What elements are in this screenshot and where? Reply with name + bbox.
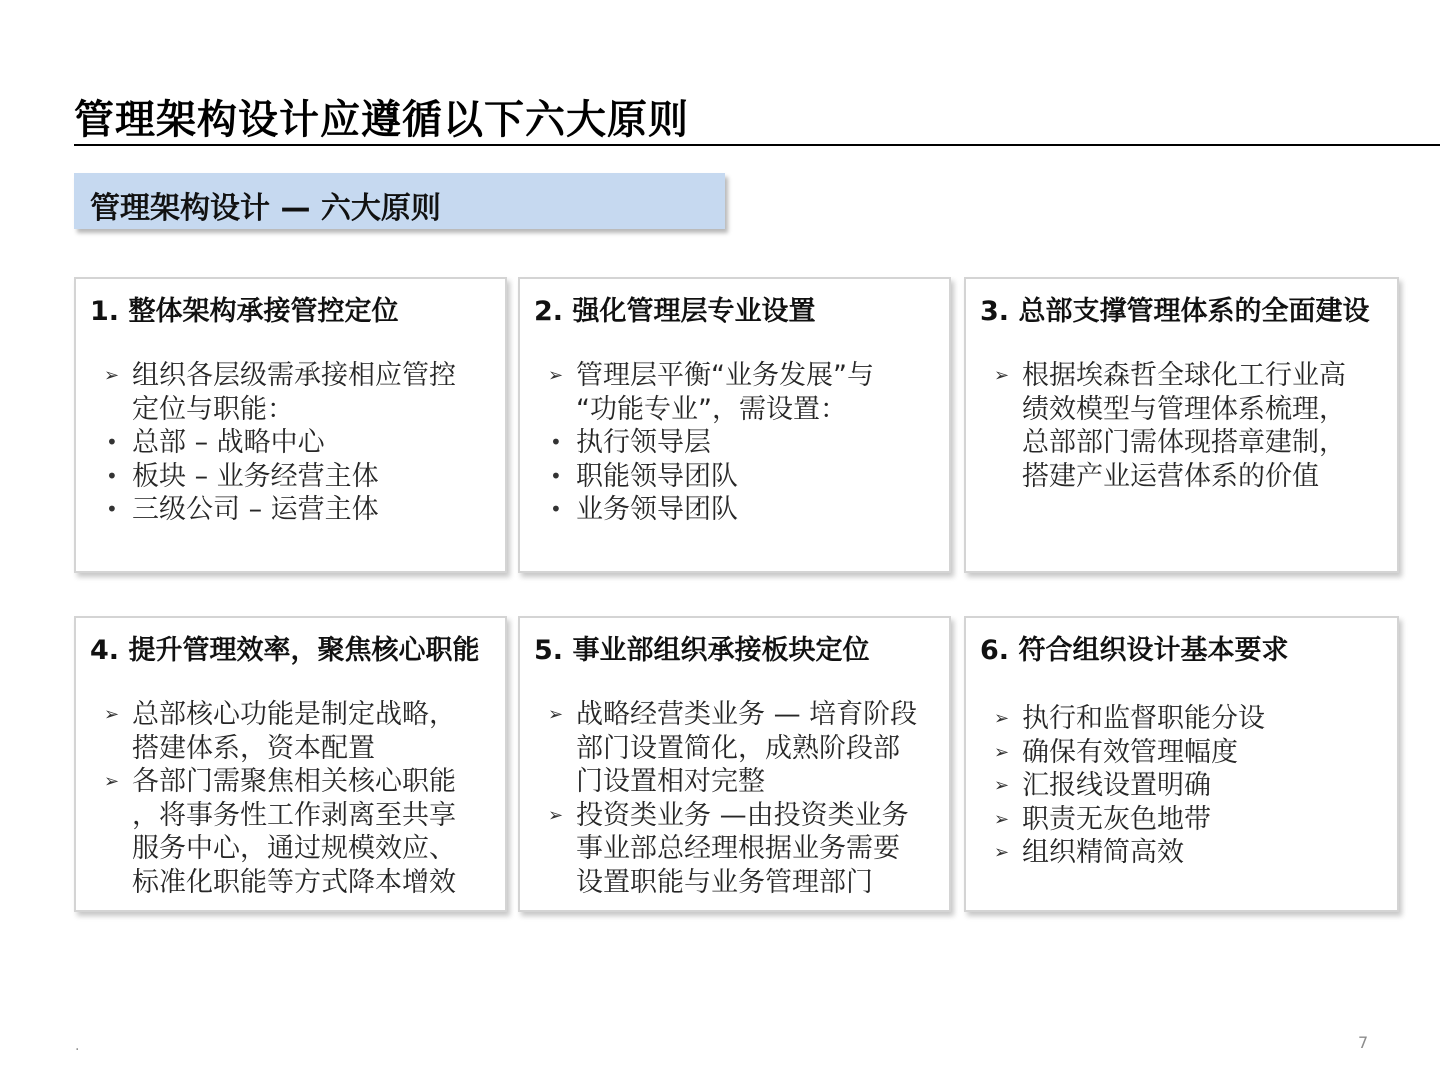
principle-point-line: 定位与职能：: [132, 393, 294, 425]
principle-point-line: 总部核心功能是制定战略，: [132, 699, 456, 730]
arrow-bullet-icon: ➢: [994, 808, 1010, 830]
principle-card-body: [994, 702, 1389, 870]
principle-card-4: [74, 616, 507, 912]
principle-card-body: [548, 359, 941, 527]
footer-mark: .: [75, 1038, 80, 1054]
principle-card-1: [74, 277, 507, 573]
principle-point-line: 事业部总经理根据业务需要: [576, 833, 900, 864]
principle-card-title: 4. 提升管理效率，聚焦核心职能: [90, 635, 480, 666]
arrow-bullet-icon: ➢: [104, 771, 120, 792]
principle-point-line: ，将事务性工作剥离至共享: [132, 799, 456, 831]
principle-sub-point-text: 总部 – 战略中心: [132, 427, 325, 458]
principle-point-line: 汇报线设置明确: [1022, 770, 1211, 801]
principle-point-line: 各部门需聚焦相关核心职能: [132, 766, 456, 797]
arrow-bullet-icon: ➢: [548, 804, 564, 826]
principle-card-2: [518, 277, 951, 573]
principle-sub-point: [548, 460, 941, 494]
principle-point: [104, 765, 497, 899]
arrow-bullet-icon: ➢: [548, 704, 564, 725]
principle-point-line: 组织精简高效: [1022, 837, 1184, 868]
arrow-bullet-icon: ➢: [994, 708, 1010, 729]
arrow-bullet-icon: ➢: [104, 704, 120, 725]
principle-sub-point-text: 板块 – 业务经营主体: [132, 460, 379, 492]
subtitle-text: 管理架构设计 — 六大原则: [90, 191, 441, 226]
principle-card-title: 6. 符合组织设计基本要求: [980, 635, 1289, 666]
principle-point-line: 标准化职能等方式降本增效: [132, 866, 456, 898]
principle-point: [994, 359, 1389, 493]
principle-point-line: 职责无灰色地带: [1022, 803, 1211, 835]
principle-card-title: 5. 事业部组织承接板块定位: [534, 635, 870, 666]
principle-sub-point-text: 三级公司 – 运营主体: [132, 494, 379, 525]
principle-sub-point: [104, 493, 497, 527]
principle-point: [994, 736, 1389, 770]
principle-card-body: [994, 359, 1389, 493]
principle-card-body: [104, 698, 497, 899]
principle-card-body: [104, 359, 497, 527]
principle-card-body: [548, 698, 941, 899]
principle-sub-point: [548, 426, 941, 460]
principle-point-line: 门设置相对完整: [576, 766, 765, 797]
principle-card-title: 1. 整体架构承接管控定位: [90, 296, 399, 327]
principle-card-6: [964, 616, 1399, 912]
principle-point: [548, 698, 941, 799]
principle-point-line: 搭建产业运营体系的价值: [1022, 460, 1319, 492]
principle-point-line: 服务中心，通过规模效应、: [132, 833, 456, 864]
principle-card-title: 2. 强化管理层专业设置: [534, 296, 816, 327]
principle-point-line: 总部部门需体现搭章建制，: [1022, 427, 1346, 458]
principle-point: [104, 698, 497, 765]
arrow-bullet-icon: ➢: [994, 775, 1010, 796]
principle-point: [994, 803, 1389, 837]
arrow-bullet-icon: ➢: [548, 365, 564, 386]
dot-bullet-icon: •: [106, 430, 118, 454]
dot-bullet-icon: •: [106, 497, 118, 521]
principle-sub-point-text: 业务领导团队: [576, 494, 738, 525]
principle-point-line: 绩效模型与管理体系梳理，: [1022, 393, 1346, 425]
arrow-bullet-icon: ➢: [994, 842, 1010, 863]
principle-point-line: 执行和监督职能分设: [1022, 703, 1265, 734]
page-title: 管理架构设计应遵循以下六大原则: [74, 97, 689, 143]
principle-sub-point-text: 职能领导团队: [576, 460, 738, 492]
principle-point-line: 部门设置简化，成熟阶段部: [576, 732, 900, 764]
principle-card-title: 3. 总部支撑管理体系的全面建设: [980, 296, 1370, 327]
dot-bullet-icon: •: [550, 463, 562, 488]
arrow-bullet-icon: ➢: [104, 365, 120, 386]
subtitle-banner: [74, 173, 725, 229]
dot-bullet-icon: •: [106, 463, 118, 488]
page-number: 7: [1358, 1033, 1369, 1052]
title-divider: [74, 144, 1440, 146]
principle-point-line: 投资类业务 —由投资类业务: [576, 799, 909, 831]
principle-sub-point: [548, 493, 941, 527]
principle-point: [548, 799, 941, 900]
arrow-bullet-icon: ➢: [994, 741, 1010, 763]
principle-sub-point: [104, 460, 497, 494]
dot-bullet-icon: •: [550, 497, 562, 521]
arrow-bullet-icon: ➢: [994, 365, 1010, 386]
dot-bullet-icon: •: [550, 430, 562, 454]
principle-point-line: 搭建体系，资本配置: [132, 732, 375, 764]
principle-sub-point: [104, 426, 497, 460]
principle-card-5: [518, 616, 951, 912]
principle-point-line: 设置职能与业务管理部门: [576, 866, 873, 898]
principle-point: [548, 359, 941, 426]
principle-point-line: “功能专业”，需设置：: [576, 393, 847, 425]
principle-point-line: 管理层平衡“业务发展”与: [576, 360, 874, 391]
principle-point: [994, 702, 1389, 736]
principle-card-3: [964, 277, 1399, 573]
principle-point-line: 确保有效管理幅度: [1022, 736, 1238, 768]
principle-point: [104, 359, 497, 426]
principle-sub-point-text: 执行领导层: [576, 427, 711, 458]
principle-point-line: 组织各层级需承接相应管控: [132, 360, 456, 391]
principle-point-line: 根据埃森哲全球化工行业高: [1022, 360, 1346, 391]
principle-point: [994, 836, 1389, 870]
principle-point: [994, 769, 1389, 803]
principle-point-line: 战略经营类业务 — 培育阶段: [576, 699, 918, 730]
